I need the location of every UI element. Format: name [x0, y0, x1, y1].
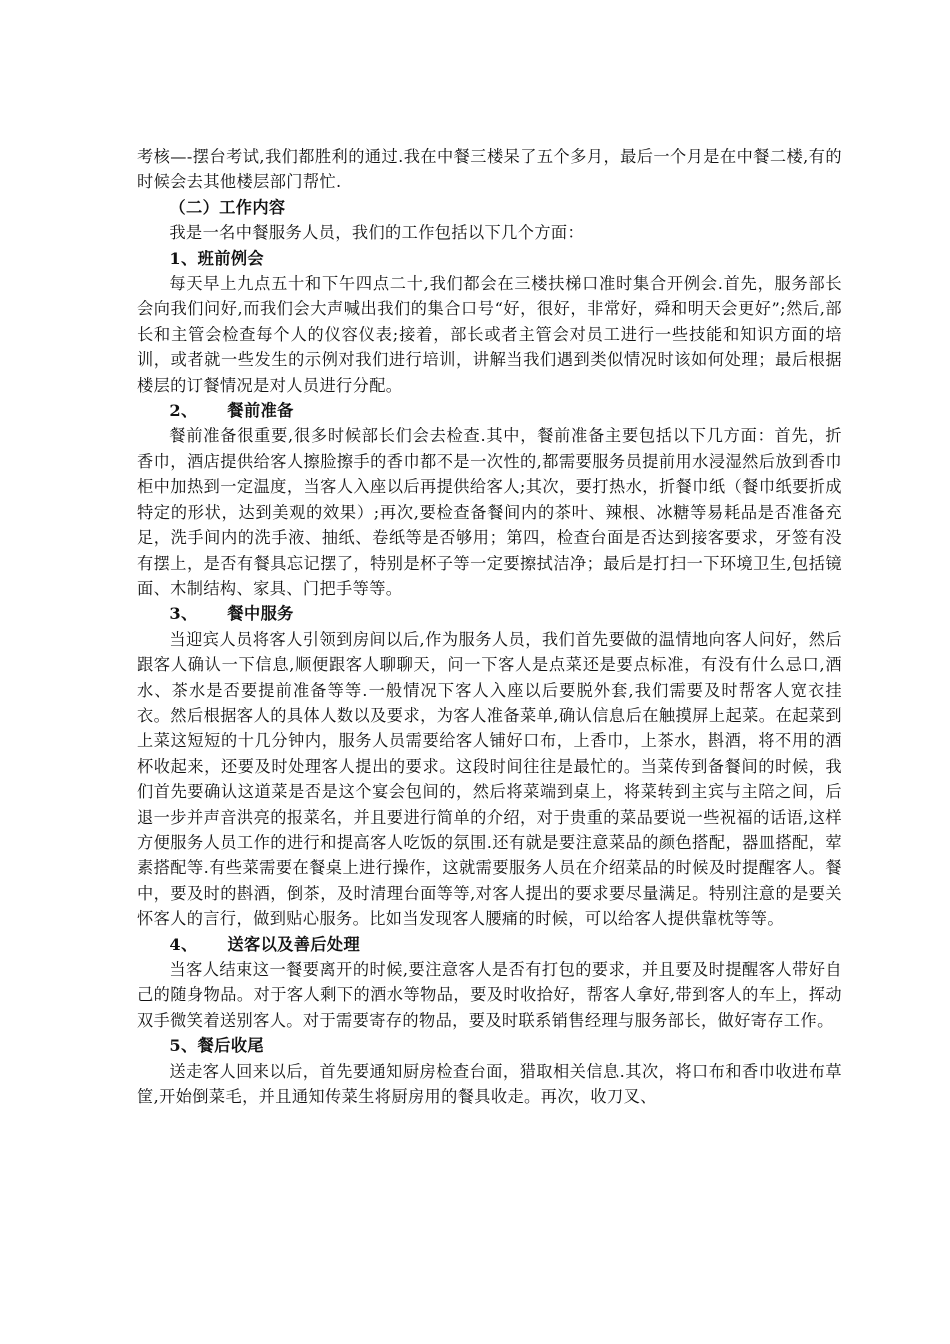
item-body-5: 送走客人回来以后，首先要通知厨房检查台面，猎取相关信息.其次，将口布和香巾收进布草筐,开始倒菜毛，并且通知传菜生将厨房用的餐具收走。再次，收刀叉、 — [137, 1061, 842, 1107]
item-title-2: 餐前准备 — [227, 401, 294, 421]
paragraph-exam-result: 考核—-摆台考试,我们都胜利的通过.我在中餐三楼呆了五个多月，最后一个月是在中餐二楼,有的时候会去其他楼层部门帮忙. — [137, 147, 842, 192]
section-heading-work-content: （二）工作内容 — [169, 197, 286, 217]
item-body-1: 每天早上九点五十和下午四点二十,我们都会在三楼扶梯口准时集合开例会.首先，服务部长会向我们问好,而我们会大声喊出我们的集合口号“好，很好，非常好，舜和明天会更好”;然后,部长和主管会检查每个人的仪容仪表;接着，部长或者主管会对员工进行一些技能和知识方面的培训，或者就一些发生的示例对我们进行培训，讲解当我们遇到类似情况时该如何处理；最后根据楼层的订餐情况是对人员进行分配。 — [137, 274, 842, 395]
intro-paragraph: 我是一名中餐服务人员，我们的工作包括以下几个方面： — [169, 223, 585, 243]
item-number-5: 5、 — [169, 1036, 198, 1056]
item-number-4: 4、 — [169, 934, 198, 954]
item-number-1: 1、 — [169, 248, 198, 268]
item-body-3: 当迎宾人员将客人引领到房间以后,作为服务人员，我们首先要做的温情地向客人问好，然后跟客人确认一下信息,顺便跟客人聊聊天，问一下客人是点菜还是要点标准，有没有什么忌口,酒水、茶水是否要提前准备等等.一般情况下客人入座以后要脱外套,我们需要及时帮客人宽衣挂衣。然后根据客人的具体人数以及要求，为客人准备菜单,确认信息后在触摸屏上起菜。在起菜到上菜这短短的十几分钟内，服务人员需要给客人铺好口布，上香巾，上茶水，斟酒，将不用的酒杯收起来，还要及时处理客人提出的要求。这段时间往往是最忙的。当菜传到备餐间的时候，我们首先要确认这道菜是否是这个宴会包间的，然后将菜端到桌上，将菜转到主宾与主陪之间，后退一步并声音洪亮的报菜名，并且要进行简单的介绍，对于贵重的菜品要说一些祝福的话语,这样方便服务人员工作的进行和提高客人吃饭的氛围.还有就是要注意菜品的颜色搭配，器皿搭配，荤素搭配等.有些菜需要在餐桌上进行操作，这就需要服务人员在介绍菜品的时候及时提醒客人。餐中，要及时的斟酒，倒茶，及时清理台面等等,对客人提出的要求要尽量满足。特别注意的是要关怀客人的言行，做到贴心服务。比如当发现客人腰痛的时候，可以给客人提供靠枕等等。 — [137, 629, 842, 929]
item-heading-4 — [137, 932, 842, 957]
item-title-5: 餐后收尾 — [197, 1036, 265, 1056]
item-heading-5 — [137, 1033, 842, 1058]
item-title-4: 送客以及善后处理 — [227, 934, 361, 954]
item-heading-1 — [137, 246, 842, 271]
document-page — [137, 144, 842, 1109]
item-heading-3 — [137, 601, 842, 626]
item-title-3: 餐中服务 — [227, 604, 294, 624]
item-body-2: 餐前准备很重要,很多时候部长们会去检查.其中，餐前准备主要包括以下几方面：首先，折香巾，酒店提供给客人擦脸擦手的香巾都不是一次性的,都需要服务员提前用水浸湿然后放到香巾柜中加热到一定温度，当客人入座以后再提供给客人;其次，要打热水，折餐巾纸（餐巾纸要折成特定的形状，达到美观的效果）;再次,要检查备餐间内的茶叶、辣根、冰糖等易耗品是否准备充足，洗手间内的洗手液、抽纸、卷纸等是否够用；第四，检查台面是否达到接客要求，牙签有没有摆上，是否有餐具忘记摆了，特别是杯子等一定要擦拭洁净；最后是打扫一下环境卫生,包括镜面、木制结构、家具、门把手等等。 — [137, 426, 842, 598]
item-title-1: 班前例会 — [197, 248, 265, 268]
item-heading-2 — [137, 398, 842, 423]
item-number-3: 3、 — [169, 604, 198, 624]
item-body-4: 当客人结束这一餐要离开的时候,要注意客人是否有打包的要求，并且要及时提醒客人带好自己的随身物品。对于客人剩下的酒水等物品，要及时收拾好，帮客人拿好,带到客人的车上，挥动双手微笑着送别客人。对于需要寄存的物品，要及时联系销售经理与服务部长，做好寄存工作。 — [137, 960, 842, 1030]
item-number-2: 2、 — [169, 401, 198, 421]
